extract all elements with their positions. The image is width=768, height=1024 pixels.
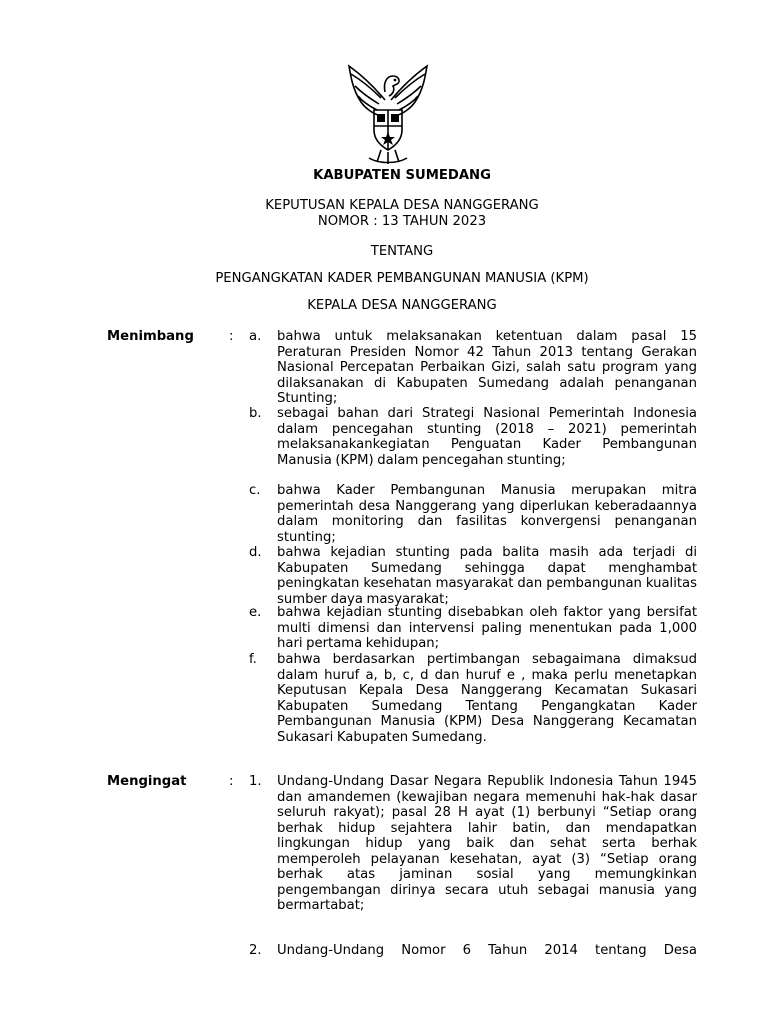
about-heading: TENTANG [370,244,434,259]
decree-number: NOMOR : 13 TAHUN 2023 [317,214,487,229]
decree-title: KEPUTUSAN KEPALA DESA NANGGERANG [265,198,539,213]
item-text: Undang-Undang Dasar Negara Republik Indonesia Tahun 1945 dan amandemen (kewajiban negara memenuhi hak-hak dasar seluruh rakyat); pasal 28 H ayat (1) berbunyi “Setiap orang berhak hidup sejahtera lahir batin, dan mendapatkan lingkungan hidup yang baik dan sehat serta berhak memperoleh pelayanan kesehatan, ayat (3) “Setiap orang berhak atas jaminan sosial yang memungkinkan pengembangan dirinya secara utuh sebagai manusia yang bermartabat; [277,774,697,913]
item-text: bahwa untuk melaksanakan ketentuan dalam pasal 15 Peraturan Presiden Nomor 42 Tahun 2013 tentang Gerakan Nasional Percepatan Perbaikan Gizi, salah satu program yang dilaksanakan di Kabupaten Sumedang adalah penanganan Stunting; [277,329,697,406]
item-text: Undang-Undang Nomor 6 Tahun 2014 tentang Desa [277,943,697,958]
regency-title: KABUPATEN SUMEDANG [313,168,491,183]
garuda-emblem-icon [341,58,435,166]
mengingat-label: Mengingat [107,774,187,789]
decree-subject: PENGANGKATAN KADER PEMBANGUNAN MANUSIA (KPM) [215,271,589,286]
item-text: bahwa berdasarkan pertimbangan sebagaimana dimaksud dalam huruf a, b, c, d dan huruf e , maka perlu menetapkan Keputusan Kepala Desa Nanggerang Kecamatan Sukasari Kabupaten Sumedang Tentang Pengangkatan Kader Pembangunan Manusia (KPM) Desa Nanggerang Kecamatan Sukasari Kabupaten Sumedang. [277,652,697,745]
mengingat-colon: : [229,774,234,789]
item-marker: c. [249,483,261,498]
item-marker: 1. [249,774,262,789]
item-marker: d. [249,545,262,560]
menimbang-colon: : [229,329,234,344]
item-text: bahwa kejadian stunting pada balita masih ada terjadi di Kabupaten Sumedang sehingga dapat menghambat peningkatan kesehatan masyarakat dan pembangunan kualitas sumber daya masyarakat; [277,545,697,607]
item-marker: a. [249,329,262,344]
item-marker: b. [249,406,262,421]
item-marker: f. [249,652,257,667]
menimbang-label: Menimbang [107,329,194,344]
official-title: KEPALA DESA NANGGERANG [307,298,497,313]
item-text: bahwa kejadian stunting disebabkan oleh faktor yang bersifat multi dimensi dan intervensi paling menentukan pada 1,000 hari pertama kehidupan; [277,605,697,651]
item-marker: e. [249,605,262,620]
item-text: sebagai bahan dari Strategi Nasional Pemerintah Indonesia dalam pencegahan stunting (2018 – 2021) pemerintah melaksanakankegiatan Penguatan Kader Pembangunan Manusia (KPM) dalam pencegahan stunting; [277,406,697,468]
item-marker: 2. [249,943,262,958]
item-text: bahwa Kader Pembangunan Manusia merupakan mitra pemerintah desa Nanggerang yang diperlukan keberadaannya dalam monitoring dan fasilitas konvergensi penanganan stunting; [277,483,697,545]
